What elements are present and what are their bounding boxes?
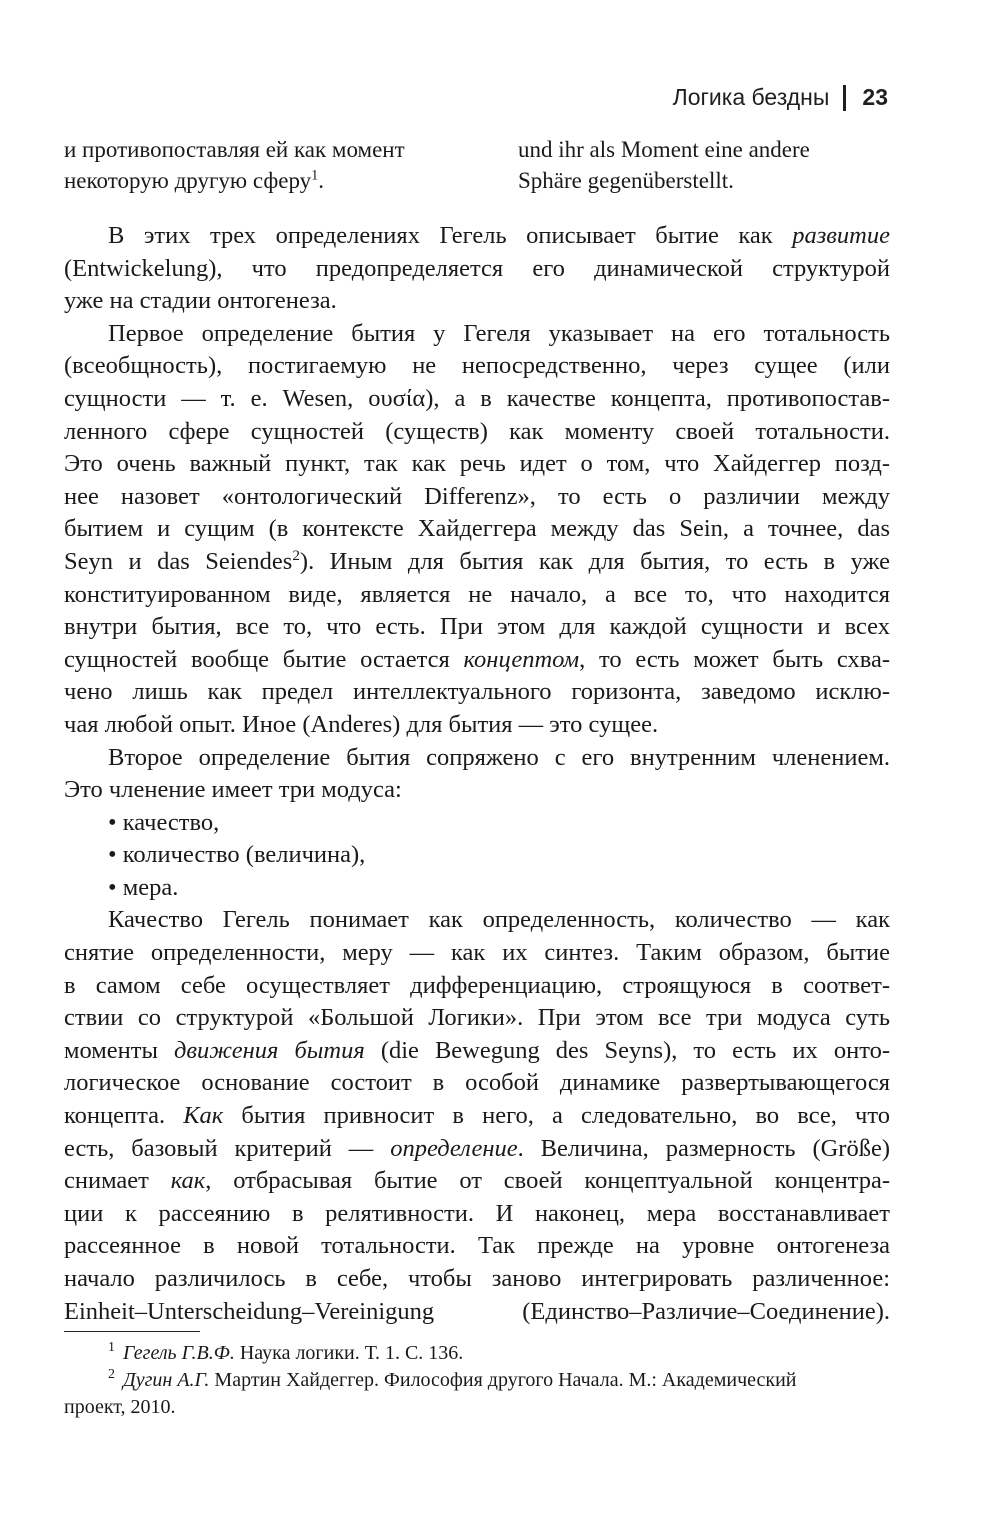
text-line: снимает как, отбрасывая бытие от своей концептуальной концентра-	[64, 1167, 891, 1195]
text-line: внутри бытия, все то, что есть. При этом для каждой сущности и всех	[64, 613, 890, 641]
text-line: ции к рассеянию в релятивности. И наконец, мера восстанавливает	[64, 1199, 890, 1227]
running-title: Логика бездны	[672, 84, 830, 110]
text-line: Первое определение бытия у Гегеля указывает на его тотальность	[108, 319, 890, 347]
text-line: Второе определение бытия сопряжено с его внутренним членением.	[108, 743, 890, 771]
text-line: начало различилось в себе, чтобы заново интегрировать различенное:	[64, 1265, 890, 1292]
text-line: (Entwickelung), что предопределяется его динамической структурой	[64, 254, 890, 282]
paragraph-2	[64, 318, 890, 742]
text-line: ленного сфере сущностей (существ) как моменту своей тотальности.	[64, 417, 890, 445]
list-item: • количество (величина),	[108, 841, 366, 869]
paragraph-3	[64, 742, 890, 807]
quote-line: und ihr als Moment eine andere	[518, 137, 810, 162]
text-line: (всеобщность), постигаемую не непосредственно, через сущее (или	[64, 352, 890, 380]
text-line: сущностей вообще бытие остается концептом, то есть может быть схва-	[64, 645, 890, 673]
text-line: чено лишь как предел интеллектуального горизонта, заведомо исклю-	[64, 678, 890, 706]
text-line: Качество Гегель понимает как определенность, количество — как	[108, 906, 890, 934]
text-line: нее назовет «онтологический Differenz», то есть о различии между	[64, 482, 890, 510]
quote-line: и противопоставляя ей как момент	[64, 137, 405, 162]
running-header	[673, 84, 888, 111]
footnote-1: $^1$ Гегель Г.В.Ф. Наука логики. Т. 1. С. 136.	[108, 1340, 464, 1364]
list-item: • мера.	[108, 873, 179, 901]
page-number: 23	[862, 84, 888, 110]
footnote-ref: 2	[292, 546, 300, 564]
quote-line: некоторую другую сферу$^1$.	[64, 167, 325, 193]
text-line: Seyn и das Seiendes$^2$). Иным для бытия как для бытия, то есть в уже	[64, 546, 890, 575]
text-line: бытием и сущим (в контексте Хайдеггера между das Sein, а точнее, das	[64, 515, 890, 543]
text-line: логическое основание состоит в особой динамике развертывающегося	[64, 1069, 890, 1097]
quote-russian	[64, 134, 464, 196]
paragraph-1	[64, 220, 890, 318]
footnote-separator	[64, 1331, 200, 1332]
text-line: Это членение имеет три модуса:	[64, 776, 402, 804]
footnote-2: $^2$ Дугин А.Г. Мартин Хайдеггер. Философия другого Начала. М.: Академический	[108, 1367, 797, 1391]
text-line: уже на стадии онтогенеза.	[64, 287, 337, 315]
text-line: концепта. Как бытия привносит в него, а следовательно, во все, что	[64, 1102, 890, 1130]
quote-german	[518, 134, 898, 196]
header-divider	[843, 85, 846, 111]
text-line: В этих трех определениях Гегель описывает бытие как развитие	[108, 222, 890, 249]
text-line: моменты движения бытия (die Bewegung des Seyns), то есть их онто-	[64, 1036, 890, 1064]
text-line: сущности — т. е. Wesen, ουσία), а в качестве концепта, противопостав-	[64, 384, 890, 412]
text-line: Einheit–Unterscheidung–Vereinigung (Единство–Различие–Соединение).	[64, 1297, 890, 1325]
footnotes	[64, 1340, 890, 1421]
modes-list	[64, 807, 890, 905]
footnote-ref: 1	[311, 167, 319, 184]
text-line: ствии со структурой «Большой Логики». При этом все три модуса суть	[64, 1004, 890, 1032]
text-line: в самом себе осуществляет дифференциацию, строящуюся в соответ-	[64, 971, 890, 999]
quote-line: Sphäre gegenüberstellt.	[518, 168, 734, 193]
text-line: чая любой опыт. Иное (Anderes) для бытия — это сущее.	[64, 710, 659, 738]
list-item: • качество,	[108, 808, 220, 836]
text-line: рассеянное в новой тотальности. Так прежде на уровне онтогенеза	[64, 1232, 890, 1260]
text-line: конституированном виде, является не начало, а все то, что находится	[64, 580, 890, 608]
footnote-2-continuation: проект, 2010.	[64, 1396, 176, 1418]
main-text	[64, 220, 890, 1328]
text-line: есть, базовый критерий — определение. Величина, размерность (Größe)	[64, 1134, 890, 1162]
text-line: Это очень важный пункт, так как речь идет о том, что Хайдеггер позд-	[64, 450, 890, 478]
paragraph-4	[64, 904, 890, 1328]
text-line: снятие определенности, меру — как их синтез. Таким образом, бытие	[64, 939, 890, 967]
